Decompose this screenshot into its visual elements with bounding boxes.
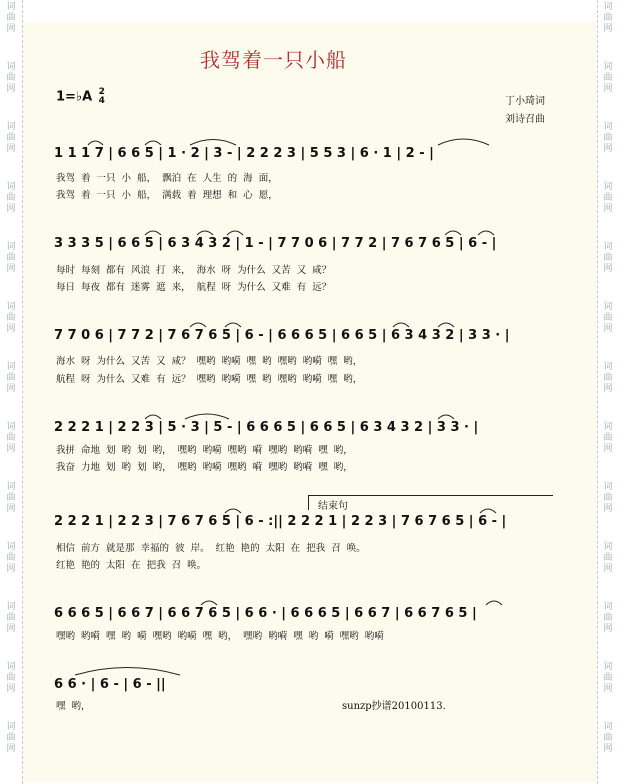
slur-arc <box>145 231 161 235</box>
watermark-stamp: 词 曲 网 <box>603 242 613 274</box>
watermark-stamp: 词 曲 网 <box>603 62 613 94</box>
slur-arc <box>225 323 241 327</box>
watermark-stamp: 词 曲 网 <box>6 362 16 394</box>
slur-arc <box>88 141 103 145</box>
watermark-stamp: 词 曲 网 <box>6 302 16 334</box>
lyric-line-3b: 航程 呀 为什么 又难 有 远？ 嘿哟 哟嗬 嘿 哟 嘿哟 哟嗬 嘿 哟， <box>56 374 363 385</box>
slur-arc <box>438 415 454 419</box>
notation-line-1: 1 1 1 7 | 6 6 5 | 1 · 2 | 3 - | 2 2 2 3 | 5 5 3 | 6 · 1 | 2 - | <box>54 146 434 161</box>
lyric-line-2a: 每时 每刻 都有 风浪 打 来， 海水 呀 为什么 又苦 又 咸？ <box>56 265 332 276</box>
slur-arc <box>190 140 236 146</box>
slur-arc <box>486 601 502 605</box>
slur-arc <box>197 231 213 235</box>
watermark-stamp: 词 曲 网 <box>6 602 16 634</box>
watermark-stamp: 词 曲 网 <box>603 422 613 454</box>
lyric-line-5a: 相信 前方 就是那 幸福的 彼 岸。 红艳 艳的 太阳 在 把我 召 唤。 <box>56 543 366 554</box>
song-title: 我驾着一只小船 <box>200 48 347 72</box>
watermark-stamp: 词 曲 网 <box>603 302 613 334</box>
notation-line-7: 6 6 · | 6 - | 6 - || <box>54 677 166 692</box>
lyric-line-1a: 我驾 着 一只 小 船， 飘泊 在 人生 的 海 面， <box>56 173 278 184</box>
slur-arc <box>445 231 461 235</box>
watermark-stamp: 词 曲 网 <box>6 662 16 694</box>
watermark-stamp: 词 曲 网 <box>6 722 16 754</box>
key-label: 1=♭A <box>56 89 93 105</box>
watermark-stamp: 词 曲 网 <box>6 2 16 34</box>
watermark-stamp: 词 曲 网 <box>6 422 16 454</box>
notation-line-3: 7 7 0 6 | 7 7 2 | 7 6 7 6 5 | 6 - | 6 6 6 5 | 6 6 5 | 6 3 4 3 2 | 3 3 · | <box>54 328 510 343</box>
watermark-stamp: 词 曲 网 <box>6 542 16 574</box>
watermark-stamp: 词 曲 网 <box>603 2 613 34</box>
slur-arc <box>190 323 206 327</box>
slur-arc <box>185 414 229 419</box>
slur-arc <box>145 415 161 419</box>
slur-arc <box>145 141 161 145</box>
notation-line-2: 3 3 3 5 | 6 6 5 | 6 3 4 3 2 | 1 - | 7 7 0 6 | 7 7 2 | 7 6 7 6 5 | 6 - | <box>54 236 497 251</box>
slur-arc <box>201 601 217 605</box>
watermark-stamp: 词 曲 网 <box>6 62 16 94</box>
lyric-line-3a: 海水 呀 为什么 又苦 又 咸？ 嘿哟 哟嗬 嘿 哟 嘿哟 哟嗬 嘿 哟， <box>56 356 363 367</box>
watermark-stamp: 词 曲 网 <box>603 662 613 694</box>
time-signature: 2 4 <box>98 87 105 106</box>
lyric-line-4b: 我奋 力地 划 哟 划 哟， 嘿哟 哟嗬 嘿哟 嗬 嘿哟 哟嗬 嘿 哟， <box>56 462 353 473</box>
slur-arc <box>478 231 494 235</box>
slur-arc <box>438 139 489 145</box>
watermark-stamp: 词 曲 网 <box>603 602 613 634</box>
lyric-line-1b: 我驾 着 一只 小 船， 满载 着 理想 和 心 愿， <box>56 190 278 201</box>
transcriber-signature: sunzp抄谱20100113. <box>342 701 446 712</box>
watermark-stamp: 词 曲 网 <box>603 482 613 514</box>
composer-credit: 刘诗召曲 <box>505 114 545 125</box>
watermark-stamp: 词 曲 网 <box>6 182 16 214</box>
slur-arc <box>227 231 243 235</box>
watermark-stamp: 词 曲 网 <box>603 182 613 214</box>
watermark-stamp: 词 曲 网 <box>603 122 613 154</box>
watermark-stamp: 词 曲 网 <box>6 242 16 274</box>
lyric-line-2b: 每日 每夜 都有 迷雾 遮 来， 航程 呀 为什么 又难 有 远？ <box>56 282 332 293</box>
notation-line-4: 2 2 2 1 | 2 2 3 | 5 · 3 | 5 - | 6 6 6 5 | 6 6 5 | 6 3 4 3 2 | 3 3 · | <box>54 420 479 435</box>
lyric-line-5b: 红艳 艳的 太阳 在 把我 召 唤。 <box>56 560 207 571</box>
slur-arc <box>393 323 409 327</box>
slur-arc <box>480 509 496 513</box>
notation-line-5: 2 2 2 1 | 2 2 3 | 7 6 7 6 5 | 6 - :|| 2 2 2 1 | 2 2 3 | 7 6 7 6 5 | 6 - | <box>54 514 507 529</box>
lyric-line-4a: 我拼 命地 划 哟 划 哟， 嘿哟 哟嗬 嘿哟 嗬 嘿哟 哟嗬 嘿 哟， <box>56 445 353 456</box>
lyricist-credit: 丁小琦词 <box>505 96 545 107</box>
notation-line-6: 6 6 6 5 | 6 6 7 | 6 6 7 6 5 | 6 6 · | 6 6 6 5 | 6 6 7 | 6 6 7 6 5 | <box>54 606 477 621</box>
watermark-stamp: 词 曲 网 <box>6 122 16 154</box>
lyric-line-6a: 嘿哟 哟嗬 嘿 哟 嗬 嘿哟 哟嗬 嘿 哟， 嘿哟 哟嗬 嘿 哟 嗬 嘿哟 哟嗬 <box>56 631 384 642</box>
watermark-stamp: 词 曲 网 <box>603 542 613 574</box>
ending-label: 结束句 <box>318 501 348 512</box>
watermark-stamp: 词 曲 网 <box>6 482 16 514</box>
watermark-stamp: 词 曲 网 <box>603 362 613 394</box>
slur-arc <box>225 509 241 513</box>
watermark-stamp: 词 曲 网 <box>603 722 613 754</box>
slur-arc <box>438 323 454 327</box>
lyric-line-7a: 嘿 哟， <box>56 701 91 712</box>
slur-arc <box>75 668 180 676</box>
